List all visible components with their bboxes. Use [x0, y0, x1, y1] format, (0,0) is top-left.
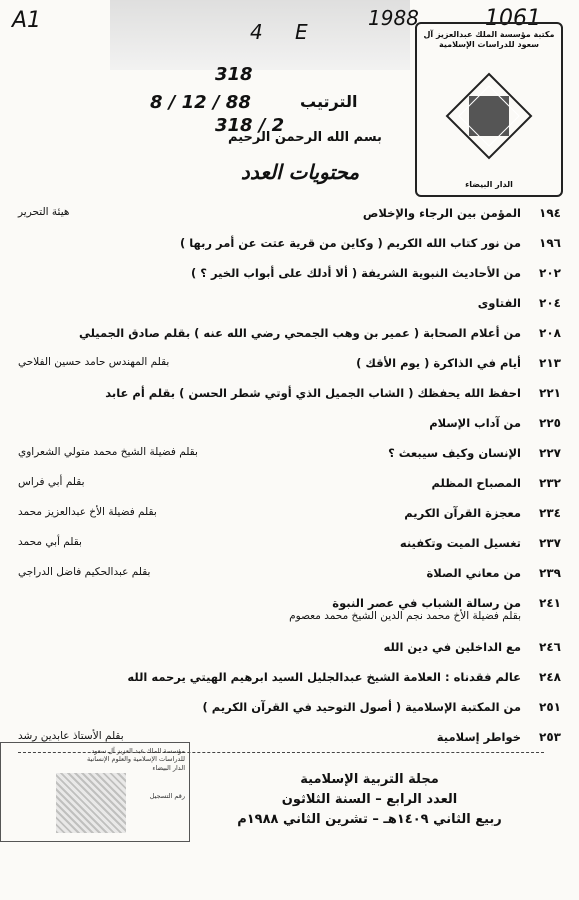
- page-number: ٢٢١: [539, 386, 561, 400]
- toc-row: [18, 566, 561, 596]
- toc-row: [18, 386, 561, 416]
- entry-title: تغسيل الميت وتكفينه: [399, 536, 521, 550]
- toc-row: [18, 296, 561, 326]
- entry-title: من آداب الإسلام: [429, 416, 521, 430]
- entry-title: عالم فقدناه : العلامة الشيخ عبدالجليل السيد ابرهيم الهيتي يرحمه الله: [127, 670, 521, 684]
- toc-row: [18, 640, 561, 670]
- basmala: بسم الله الرحمن الرحيم: [228, 130, 382, 145]
- entry-author: بقلم فضيلة الأخ عبدالعزيز محمد: [18, 506, 157, 518]
- entry-title: من رسالة الشباب في عصر النبوة: [332, 596, 521, 610]
- entry-title: من أعلام الصحابة ( عمير بن وهب الجمحي رضي الله عنه ) بقلم صادق الجميلي: [78, 326, 521, 340]
- entry-title: المؤمن بين الرجاء والإخلاص: [362, 206, 521, 220]
- entry-author: بقلم الأستاذ عابدين رشد: [18, 730, 124, 742]
- toc-row: [18, 206, 561, 236]
- entry-author: بقلم المهندس حامد حسين الفلاحي: [18, 356, 170, 368]
- registration-stamp: [0, 742, 190, 842]
- entry-author: بقلم عبدالحكيم فاضل الدراجي: [18, 566, 151, 578]
- page-number: ٢٤٦: [539, 640, 561, 654]
- entry-title: المصباح المظلم: [431, 476, 521, 490]
- toc-row: [18, 670, 561, 700]
- entry-author: بقلم فضيلة الشيخ محمد متولي الشعراوي: [18, 446, 198, 458]
- issue-date: ربيع الثاني ١٤٠٩هـ – تشرين الثاني ١٩٨٨م: [237, 812, 502, 828]
- magazine-name: مجلة التربية الإسلامية: [300, 772, 439, 787]
- entry-title: من الأحاديث النبوية الشريفة ( ألا أدلك على أبواب الخير ؟ ): [191, 266, 521, 280]
- toc-row: [18, 236, 561, 266]
- page-number: ٢٢٥: [539, 416, 561, 430]
- hand-date: 8 / 12 / 88: [150, 92, 251, 113]
- page-number: ١٩٤: [539, 206, 561, 220]
- stamp-ring-text: مكتبة مؤسسة الملك عبدالعزيز آل سعود للدراسات الإسلامية: [423, 30, 555, 49]
- toc-row: [18, 266, 561, 296]
- page-number: ٢٥٣: [539, 730, 561, 744]
- toc-row: [18, 416, 561, 446]
- entry-title: مع الداخلين في دين الله: [383, 640, 521, 654]
- hand-id: 318 / 2: [215, 115, 285, 136]
- toc-row: [18, 446, 561, 476]
- stamp-line: للدراسات الإسلامية والعلوم الإنسانية: [87, 755, 185, 764]
- hand-year: 1988: [368, 6, 419, 30]
- issue-number: العدد الرابع – السنة الثلاثون: [281, 792, 458, 808]
- entry-author: بقلم أبي محمد: [18, 536, 82, 548]
- entry-author: بقلم فضيلة الأخ محمد نجم الدين الشيخ محمد معصوم: [289, 610, 521, 623]
- stamp-line: الدار البيضاء: [152, 763, 185, 772]
- page-number: ٢٠٢: [539, 266, 561, 280]
- corner-code: A1: [12, 8, 42, 33]
- table-of-contents: [18, 206, 561, 760]
- corner-number: 1061: [485, 6, 541, 31]
- entry-title: معجزة القرآن الكريم: [404, 506, 521, 520]
- label-tarteeb: الترتيب: [300, 92, 358, 111]
- entry-title: أيام في الذاكرة ( يوم الأقك ): [356, 356, 521, 370]
- page-number: ٢٣٢: [539, 476, 561, 490]
- toc-row: [18, 356, 561, 386]
- page-number: ٢٠٤: [539, 296, 561, 310]
- entry-title: من نور كتاب الله الكريم ( وكاين من قرية عتت عن أمر ربها ): [179, 236, 521, 250]
- toc-row: [18, 326, 561, 356]
- toc-row: [18, 476, 561, 506]
- page-number: ٢٤١: [539, 596, 561, 610]
- page-number: ٢٢٧: [539, 446, 561, 460]
- entry-author: بقلم أبي فراس: [18, 476, 85, 488]
- issue-footer: [200, 770, 539, 830]
- stamp-emblem-icon: [445, 72, 533, 160]
- page-number: ٢١٣: [539, 356, 561, 370]
- stamp-smudge: [56, 773, 126, 833]
- entry-title: من المكتبة الإسلامية ( أصول التوحيد في القرآن الكريم ): [202, 700, 521, 714]
- stamp-city: الدار البيضاء: [465, 180, 513, 189]
- entry-title: خواطر إسلامية: [436, 730, 521, 744]
- entry-title: من معاني الصلاة: [426, 566, 521, 580]
- page-number: ٢٥١: [539, 700, 561, 714]
- page-number: ١٩٦: [539, 236, 561, 250]
- entry-title: الفتاوى: [477, 296, 521, 310]
- stamp-line: رقم التسجيل: [149, 792, 185, 801]
- toc-row: [18, 536, 561, 566]
- hand-318: 318: [215, 64, 253, 85]
- library-stamp: [415, 22, 563, 197]
- page-title: محتويات العدد: [240, 160, 360, 184]
- stamp-line: مؤسسة الملك عبد العزيز آل سعود: [91, 747, 185, 755]
- entry-author: هيئة التحرير: [18, 206, 70, 218]
- hand-number-4: 4: [250, 20, 263, 44]
- toc-row: [18, 506, 561, 536]
- page-number: ٢٣٧: [539, 536, 561, 550]
- entry-title: احفظ الله يحفظك ( الشاب الجميل الذي أوتي شطر الحسن ) بقلم أم عابد: [105, 386, 521, 400]
- page-number: ٢٣٩: [539, 566, 561, 580]
- toc-row: [18, 596, 561, 640]
- page-number: ٢٣٤: [539, 506, 561, 520]
- page-number: ٢٠٨: [539, 326, 561, 340]
- entry-title: الإنسان وكيف سيبعث ؟: [388, 446, 521, 460]
- page-number: ٢٤٨: [539, 670, 561, 684]
- hand-letter-e: E: [295, 20, 308, 44]
- toc-row: [18, 700, 561, 730]
